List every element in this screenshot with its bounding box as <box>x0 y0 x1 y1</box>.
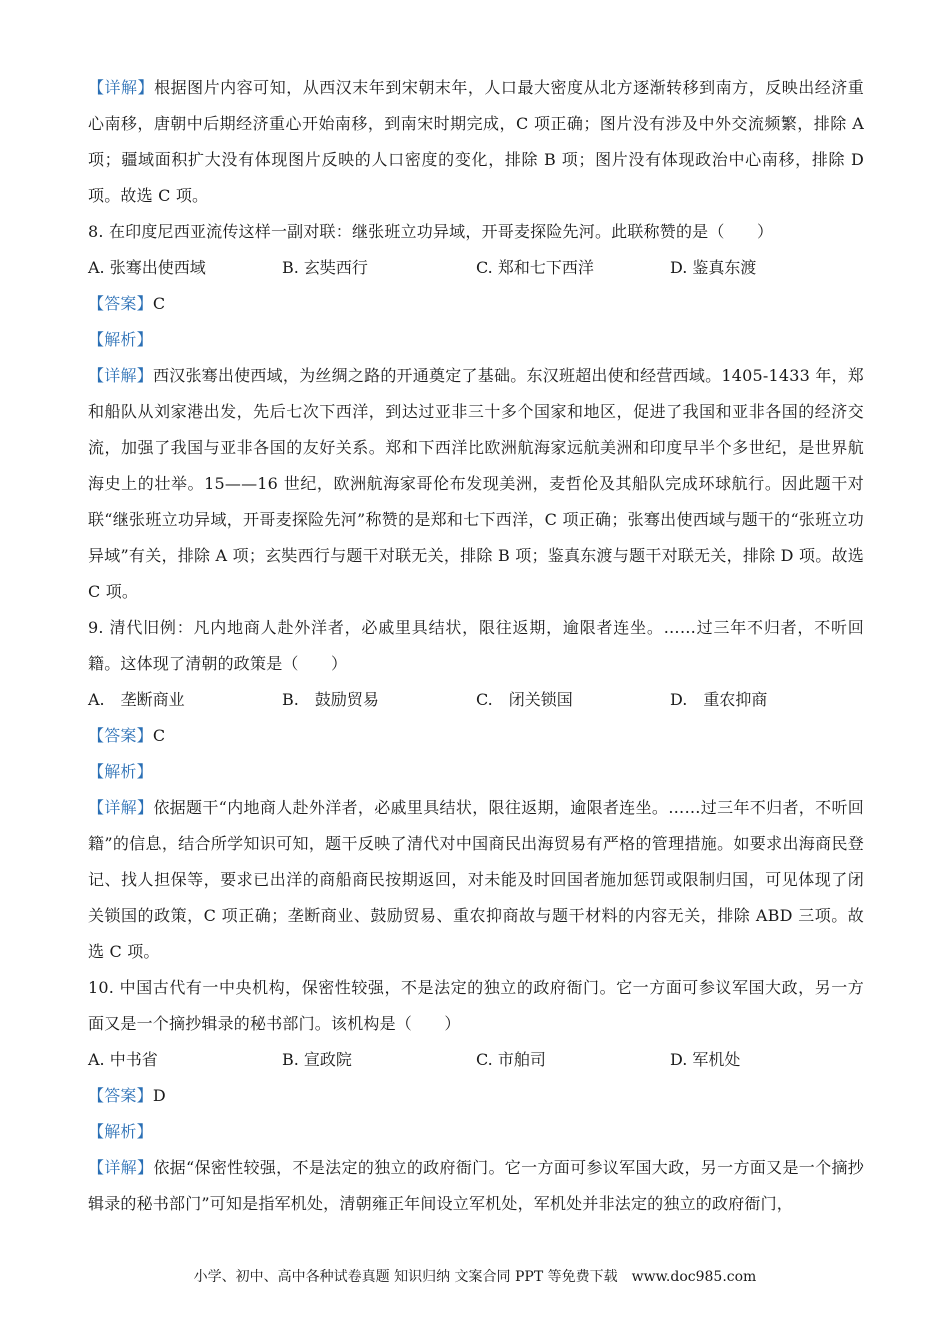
section-tag: 【解析】 <box>88 1122 153 1141</box>
section-tag: 【解析】 <box>88 330 153 349</box>
paragraph-text: 10. 中国古代有一中央机构，保密性较强，不是法定的独立的政府衙门。它一方面可参议军国大政，另一方面又是一个摘抄辑录的秘书部门。该机构是（ ） <box>88 978 864 1033</box>
option-d: D. 军机处 <box>670 1050 741 1069</box>
paragraph-text: 根据图片内容可知，从西汉末年到宋朝末年，人口最大密度从北方逐渐转移到南方，反映出经济重心南移，唐朝中后期经济重心开始南移，到南宋时期完成，C 项正确；图片没有涉及中外交流频繁，排除 A 项；疆域面积扩大没有体现图片反映的人口密度的变化，排除 B 项；图片没有体现政治中心南移，排除 D 项。故选 C 项。 <box>88 78 864 205</box>
question-stem <box>88 214 864 250</box>
option-d: D. 重农抑商 <box>670 690 768 709</box>
section-tag: 【解析】 <box>88 762 153 781</box>
section-tag: 【详解】 <box>88 798 154 817</box>
option-b: B. 鼓励贸易 <box>282 690 379 709</box>
answer-options <box>88 1042 864 1078</box>
question-stem <box>88 970 864 1042</box>
answer-line <box>88 1078 864 1114</box>
paragraph-text: C <box>152 294 166 313</box>
analysis-label-line <box>88 322 864 358</box>
document-body <box>88 70 864 1222</box>
explanation-paragraph <box>88 1150 864 1222</box>
option-c: C. 市舶司 <box>476 1050 546 1069</box>
option-c: C. 闭关锁国 <box>476 690 573 709</box>
section-tag: 【答案】 <box>88 294 153 313</box>
option-b: B. 玄奘西行 <box>282 258 368 277</box>
footer-text: 小学、初中、高中各种试卷真题 知识归纳 文案合同 PPT 等免费下载 www.doc985.com <box>193 1269 757 1285</box>
option-a: A. 中书省 <box>88 1050 158 1069</box>
paragraph-text: C <box>152 726 166 745</box>
option-c: C. 郑和七下西洋 <box>476 258 594 277</box>
paragraph-text: D <box>152 1086 166 1105</box>
option-a: A. 张骞出使西域 <box>88 258 206 277</box>
option-b: B. 宣政院 <box>282 1050 352 1069</box>
answer-options <box>88 682 864 718</box>
option-d: D. 鉴真东渡 <box>670 258 757 277</box>
explanation-paragraph <box>88 70 864 214</box>
answer-options <box>88 250 864 286</box>
paragraph-text: 依据“保密性较强，不是法定的独立的政府衙门。它一方面可参议军国大政，另一方面又是一个摘抄辑录的秘书部门”可知是指军机处，清朝雍正年间设立军机处，军机处并非法定的独立的政府衙门， <box>88 1158 864 1213</box>
explanation-paragraph <box>88 358 864 610</box>
paragraph-text: 9. 清代旧例：凡内地商人赴外洋者，必戚里具结状，限往返期，逾限者连坐。……过三年不归者，不听回籍。这体现了清朝的政策是（ ） <box>88 618 864 673</box>
analysis-label-line <box>88 754 864 790</box>
section-tag: 【答案】 <box>88 726 153 745</box>
question-stem <box>88 610 864 682</box>
section-tag: 【详解】 <box>88 78 155 97</box>
explanation-paragraph <box>88 790 864 970</box>
answer-line <box>88 286 864 322</box>
option-a: A. 垄断商业 <box>88 690 185 709</box>
analysis-label-line <box>88 1114 864 1150</box>
answer-line <box>88 718 864 754</box>
section-tag: 【详解】 <box>88 1158 154 1177</box>
paragraph-text: 西汉张骞出使西域，为丝绸之路的开通奠定了基础。东汉班超出使和经营西域。1405-1433 年，郑和船队从刘家港出发，先后七次下西洋，到达过亚非三十多个国家和地区，促进了我国和亚非各国的经济交流，加强了我国与亚非各国的友好关系。郑和下西洋比欧洲航海家远航美洲和印度早半个多世纪，是世界航海史上的壮举。15——16 世纪，欧洲航海家哥伦布发现美洲，麦哲伦及其船队完成环球航行。因此题干对联“继张班立功异域，开哥麦探险先河”称赞的是郑和七下西洋，C 项正确；张骞出使西域与题干的“张班立功异域”有关，排除 A 项；玄奘西行与题干对联无关，排除 B 项；鉴真东渡与题干对联无关，排除 D 项。故选 C 项。 <box>88 366 864 601</box>
section-tag: 【答案】 <box>88 1086 153 1105</box>
section-tag: 【详解】 <box>88 366 153 385</box>
paragraph-text: 依据题干“内地商人赴外洋者，必戚里具结状，限往返期，逾限者连坐。……过三年不归者，不听回籍”的信息，结合所学知识可知，题干反映了清代对中国商民出海贸易有严格的管理措施。如要求出海商民登记、找人担保等，要求已出洋的商船商民按期返回，对未能及时回国者施加惩罚或限制归国，可见体现了闭关锁国的政策，C 项正确；垄断商业、鼓励贸易、重农抑商故与题干材料的内容无关，排除 ABD 三项。故选 C 项。 <box>88 798 864 961</box>
paragraph-text: 8. 在印度尼西亚流传这样一副对联：继张班立功异域，开哥麦探险先河。此联称赞的是（ ） <box>88 222 774 241</box>
